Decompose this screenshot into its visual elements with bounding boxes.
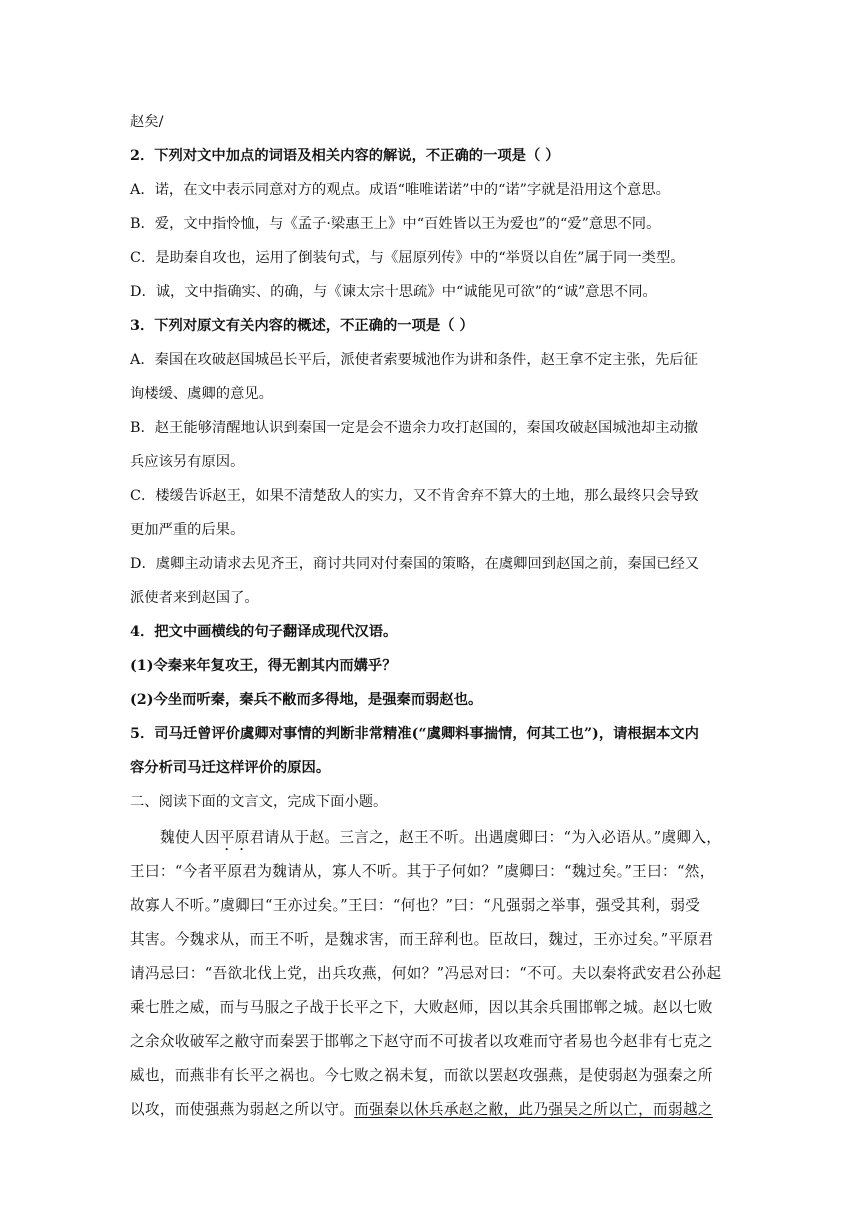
question-2: 2．下列对文中加点的词语及相关内容的解说，不正确的一项是（ ） — [130, 148, 560, 164]
question-3: 3．下列对原文有关内容的概述，不正确的一项是（ ） — [130, 318, 474, 334]
passage-line-2: 王曰：“今者平原君为魏请从，寡人不听。其于子何如？”虞卿曰：“魏过矣。”王曰：“然， — [130, 863, 715, 880]
passage-line-3: 故寡人不听。”虞卿曰“王亦过矣。”王曰：“何也？”曰：“凡强弱之举事，强受其利，弱受 — [130, 897, 701, 914]
question-4-item-1: (1)令秦来年复攻王，得无割其内而媾乎？ — [130, 658, 397, 674]
text-line-fragment: 赵矣/ — [130, 114, 164, 130]
passage-text: 君请从于赵。三言之，赵王不听。出遇虞卿曰：“为入必语从。”虞卿入， — [249, 829, 722, 846]
passage-line-7: 之余众收破军之敝守而秦罢于邯郸之下赵守而不可拔者以攻难而守者易也今赵非有七克之 — [130, 1033, 713, 1050]
section-heading: 二、阅读下面的文言文，完成下面小题。 — [130, 794, 388, 810]
question-2-option-a: A．诺，在文中表示同意对方的观点。成语“唯唯诺诺”中的“诺”字就是沿用这个意思。 — [130, 182, 670, 198]
question-2-option-c: C．是助秦自攻也，运用了倒装句式，与《屈原列传》中的“举贤以自佐”属于同一类型。 — [130, 250, 685, 266]
passage-line-6: 乘七胜之威，而与马服之子战于长平之下，大败赵师，因以其余兵围邯郸之城。赵以七败 — [130, 999, 713, 1016]
question-3-option-b-line2: 兵应该另有原因。 — [130, 454, 245, 470]
question-3-option-d-line2: 派使者来到赵国了。 — [130, 590, 259, 606]
question-3-option-c-line1: C．楼缓告诉赵王，如果不清楚敌人的实力，又不肯舍弃不算大的土地，那么最终只会导致 — [130, 488, 699, 504]
question-2-option-d: D．诚，文中指确实、的确，与《谏太宗十思疏》中“诚能见可欲”的“诚”意思不同。 — [130, 284, 657, 300]
passage-text: 以攻，而使强燕为弱赵之所以守。 — [130, 1101, 355, 1118]
question-3-option-d-line1: D．虞卿主动请求去见齐王，商讨共同对付秦国的策略，在虞卿回到赵国之前，秦国已经又 — [130, 556, 700, 572]
question-3-option-a-line2: 询楼缓、虞卿的意见。 — [130, 386, 273, 402]
question-5-line1: 5．司马迁曾评价虞卿对事情的判断非常精准(“虞卿料事揣情，何其工也”)，请根据本文内 — [130, 726, 699, 742]
passage-line-1 — [160, 828, 721, 854]
question-4: 4．把文中画横线的句子翻译成现代汉语。 — [130, 624, 398, 640]
question-3-option-b-line1: B．赵王能够清醒地认识到秦国一定是会不遗余力攻打赵国的，秦国攻破赵国城池却主动撤 — [130, 420, 699, 436]
dotted-word: 平原 — [219, 829, 250, 846]
question-2-option-b: B．爱，文中指怜恤，与《孟子·梁惠王上》中“百姓皆以王为爱也”的“爱”意思不同。 — [130, 216, 661, 232]
passage-line-4: 其害。今魏求从，而王不听，是魏求害，而王辞利也。臣故曰，魏过，王亦过矣。”平原君 — [130, 931, 714, 948]
passage-text: 魏使人因 — [160, 829, 220, 846]
passage-line-5: 请冯忌曰：“吾欲北伐上党，出兵攻燕，何如？”冯忌对曰：“不可。夫以秦将武安君公孙起 — [130, 965, 722, 982]
question-4-item-2: (2)今坐而听秦，秦兵不敝而多得地，是强秦而弱赵也。 — [130, 692, 483, 708]
question-3-option-c-line2: 更加严重的后果。 — [130, 522, 245, 538]
underlined-sentence: 而强秦以休兵承赵之敝，此乃强吴之所以亡，而弱越之 — [354, 1101, 713, 1118]
passage-line-8: 威也，而燕非有长平之祸也。今七败之祸未复，而欲以罢赵攻强燕，是使弱赵为强秦之所 — [130, 1067, 713, 1084]
passage-line-9 — [130, 1100, 713, 1120]
question-5-line2: 容分析司马迁这样评价的原因。 — [130, 760, 331, 776]
question-3-option-a-line1: A．秦国在攻破赵国城邑长平后，派使者索要城池作为讲和条件，赵王拿不定主张，先后征 — [130, 352, 698, 368]
